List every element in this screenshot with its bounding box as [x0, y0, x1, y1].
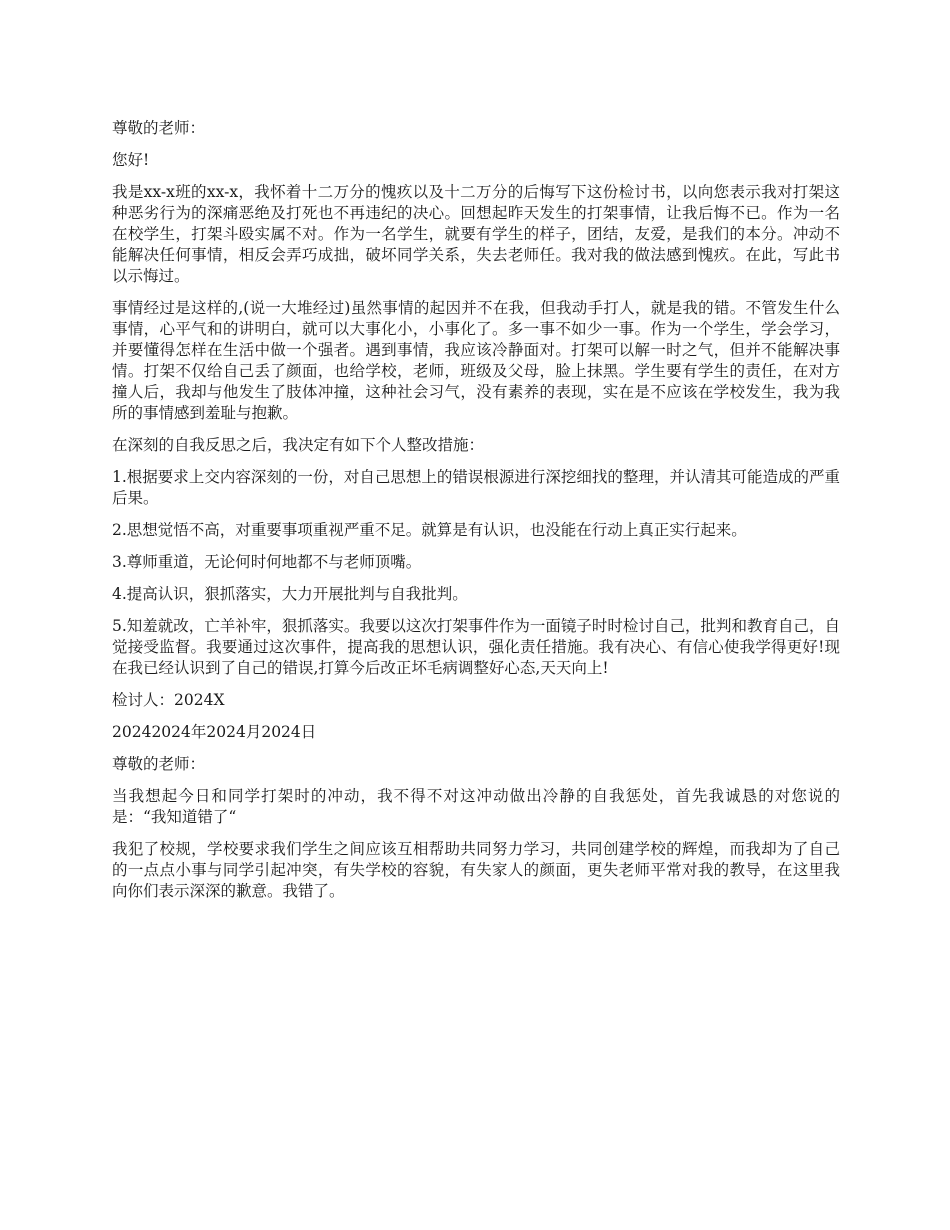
signature-line: 检讨人：2024X	[112, 691, 225, 709]
body-paragraph-intro: 我是xx-x班的xx-x，我怀着十二万分的愧疚以及十二万分的后悔写下这份检讨书，以向您表示我对打架这种恶劣行为的深痛恶绝及打死也不再违纪的决心。回想起昨天发生的打架事情，让我后悔不已。作为一名在校学生，打架斗殴实属不对。作为一名学生，就要有学生的样子，团结，友爱，是我们的本分。冲动不能解决任何事情，相反会弄巧成拙，破坏同学关系，失去老师任。我对我的做法感到愧疚。在此，写此书以示悔过。	[112, 183, 840, 285]
greeting: 您好!	[112, 151, 150, 169]
date-line: 20242024年2024月2024日	[112, 723, 317, 741]
salutation: 尊敬的老师：	[112, 119, 206, 137]
body-paragraph-second-intro: 当我想起今日和同学打架时的冲动，我不得不对这冲动做出冷静的自我惩处，首先我诚恳的对您说的是：“我知道错了“	[112, 787, 840, 826]
measure-item-5: 5.知羞就改，亡羊补牢，狠抓落实。我要以这次打架事件作为一面镜子时时检讨自己，批判和教育自己，自觉接受监督。我要通过这次事件，提高我的思想认识，强化责任措施。我有决心、有信心使我学得更好!现在我已经认识到了自己的错误,打算今后改正坏毛病调整好心态,天天向上!	[112, 617, 840, 677]
salutation-second: 尊敬的老师：	[112, 755, 206, 773]
body-paragraph-second-apology: 我犯了校规，学校要求我们学生之间应该互相帮助共同努力学习，共同创建学校的辉煌，而我却为了自己的一点点小事与同学引起冲突，有失学校的容貌，有失家人的颜面，更失老师平常对我的教导，在这里我向你们表示深深的歉意。我错了。	[112, 840, 840, 900]
measure-item-4: 4.提高认识，狠抓落实，大力开展批判与自我批判。	[112, 585, 468, 603]
measure-item-1: 1.根据要求上交内容深刻的一份，对自己思想上的错误根源进行深挖细找的整理，并认清其可能造成的严重后果。	[112, 468, 840, 507]
body-paragraph-account: 事情经过是这样的,(说一大堆经过)虽然事情的起因并不在我，但我动手打人，就是我的错。不管发生什么事情，心平气和的讲明白，就可以大事化小，小事化了。多一事不如少一事。作为一个学生，学会学习，并要懂得怎样在生活中做一个强者。遇到事情，我应该冷静面对。打架可以解一时之气，但并不能解决事情。打架不仅给自己丢了颜面，也给学校，老师，班级及父母，脸上抹黑。学生要有学生的责任，在对方撞人后，我却与他发生了肢体冲撞，这种社会习气，没有素养的表现，实在是不应该在学校发生，我为我所的事情感到羞耻与抱歉。	[112, 299, 840, 422]
measures-heading: 在深刻的自我反思之后，我决定有如下个人整改措施：	[112, 436, 485, 454]
measure-item-3: 3.尊师重道，无论何时何地都不与老师顶嘴。	[112, 553, 422, 571]
measure-item-2: 2.思想觉悟不高，对重要事项重视严重不足。就算是有认识，也没能在行动上真正实行起来。	[112, 521, 747, 539]
document-body	[112, 118, 840, 913]
